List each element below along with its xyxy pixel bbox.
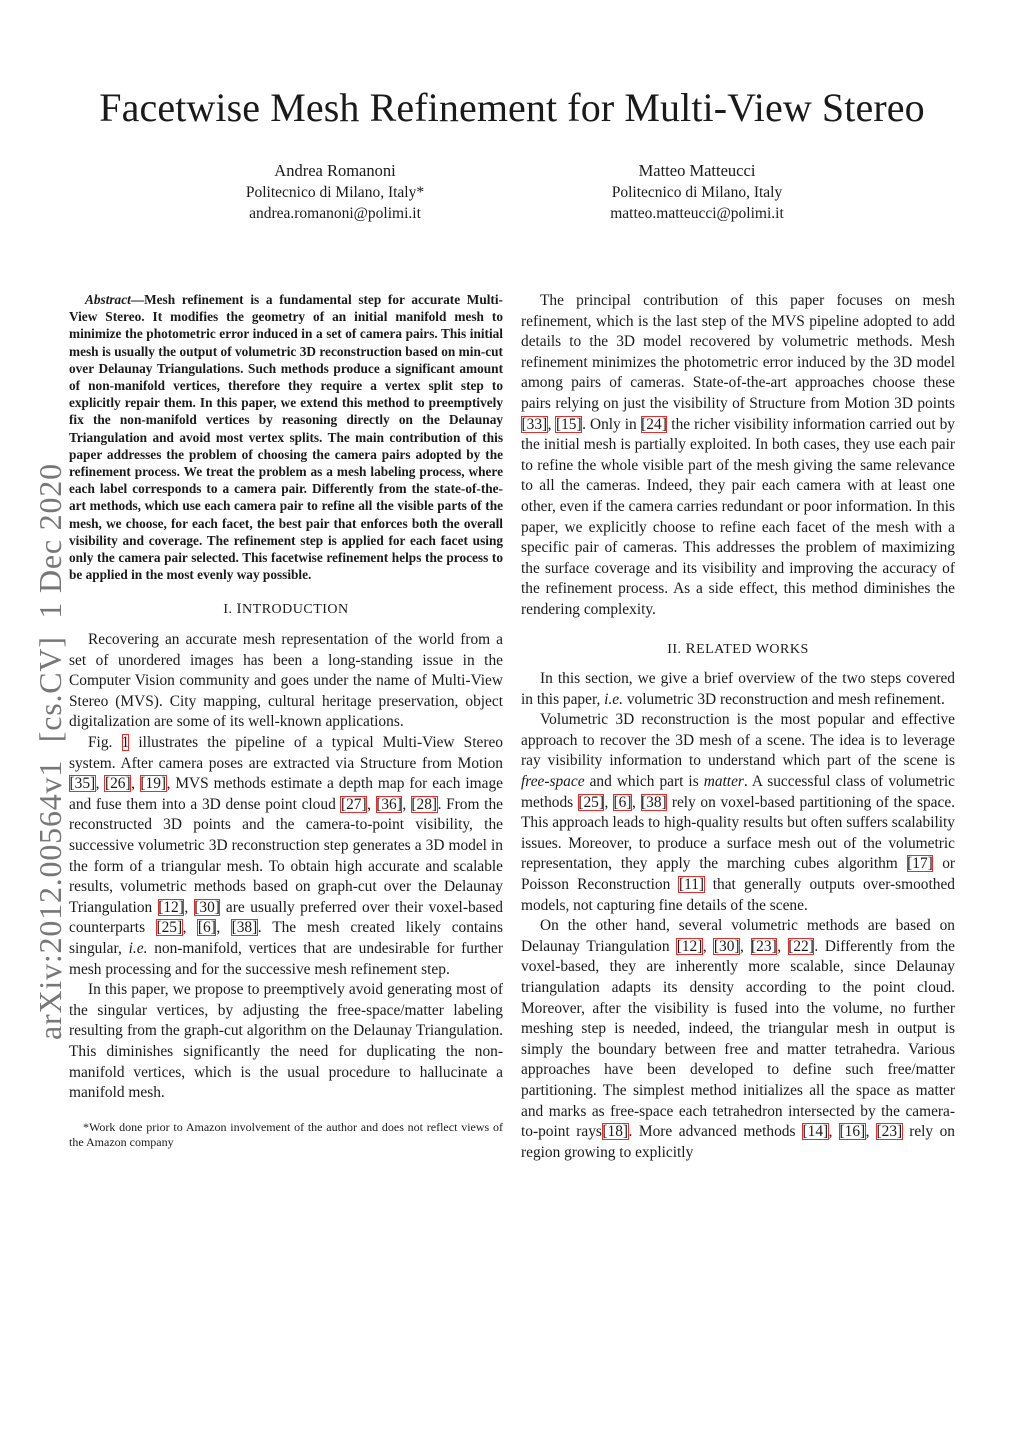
citation-link[interactable]: [15] [555,415,582,433]
citation-link[interactable]: [33] [521,415,548,433]
author-email: andrea.romanoni@polimi.it [249,205,421,222]
abstract-label: Abstract [85,292,131,307]
citation-link[interactable]: [19] [140,775,167,793]
intro-paragraph-3: In this paper, we propose to preemptively avoid generating most of the singular vertices, by adjusting the free-space/matter labeling resulting from the graph-cut algorithm on the Delaunay Triangulation. This diminishes significantly the need for duplicating the non-manifold vertices, which is the usual procedure to hallucinate a manifold mesh. [69,981,503,1102]
citation-link[interactable]: [27] [340,795,367,813]
citation-link[interactable]: [18] [602,1123,629,1141]
citation-link[interactable]: [23] [751,937,777,955]
citation-link[interactable]: [28] [411,795,438,813]
citation-link[interactable]: [12] [158,898,184,916]
author-block-2 [517,160,877,224]
citation-link[interactable]: [30] [194,898,220,916]
section-heading-introduction: I. INTRODUCTION [223,601,349,618]
abstract [69,291,503,583]
citation-link[interactable]: [38] [641,793,667,811]
citation-link[interactable]: [24] [641,415,667,433]
citation-link[interactable]: [14] [802,1123,829,1141]
citation-link[interactable]: [16] [839,1123,866,1141]
figure-link[interactable]: 1 [121,734,130,752]
related-paragraph-1: In this section, we give a brief overview of the two steps covered in this paper, i.e. volumetric 3D reconstruction and mesh refinement. [521,670,955,708]
author-block-1 [155,160,515,224]
left-column [69,291,503,1150]
contribution-paragraph: The principal contribution of this paper focuses on mesh refinement, which is the last step of the MVS pipeline adopted to add details to the 3D model recovered by volumetric methods. Mesh refinement minimizes the photometric error induced by the 3D model among pairs of cameras. State-of-the-art approaches choose these pairs relying on just the visibility of Structure from Motion 3D points [33], [15]. Only in [24] the richer visibility information carried out by the initial mesh is partially exploited. In both cases, they use each pair to refine the whole visible part of the mesh giving the same relevance to all the cameras. Indeed, they pair each camera with at least one other, even if the camera carries redundant or poor information. In this paper, we explicitly choose to refine each facet of the mesh with a specific pair of cameras. This addresses the problem of maximizing the surface coverage and its visibility and improving the accuracy of the refinement process. As a side effect, this method diminishes the rendering complexity. [521,292,956,618]
related-paragraph-2: Volumetric 3D reconstruction is the most popular and effective approach to recover the 3D mesh of a scene. The idea is to leverage ray visibility information to understand which part of the scene is free-space and which part is matter. A successful class of volumetric methods [25], [6], [38] rely on voxel-based partitioning of the space. This approach leads to high-quality results but often suffers scalability issues. Moreover, to produce a surface mesh out of the volumetric representation, they apply the marching cubes algorithm [17] or Poisson Reconstruction [11] that generally outputs over-smoothed models, not capturing fine details of the scene. [521,711,956,914]
citation-link[interactable]: [26] [104,775,131,793]
citation-link[interactable]: [35] [69,775,96,793]
author-name: Andrea Romanoni [274,161,396,180]
abstract-text: Mesh refinement is a fundamental step for accurate Multi-View Stereo. It modifies the geometry of an initial manifold mesh to minimize the photometric error induced in a set of camera pairs. This initial mesh is usually the output of volumetric 3D reconstruction based on min-cut over Delaunay Triangulations. Such methods produce a significant amount of non-manifold vertices, therefore they require a vertex split step to explicitly repair them. In this paper, we extend this method to preemptively fix the non-manifold vertices by reasoning directly on the Delaunay Triangulation and avoid most vertex splits. The main contribution of this paper addresses the problem of choosing the camera pairs adopted by the refinement process. We treat the problem as a mesh labeling process, where each label corresponds to a camera pair. Differently from the state-of-the-art methods, which use each camera pair to refine all the visible parts of the mesh, we choose, for each facet, the best pair that enforces both the overall visibility and coverage. The refinement step is applied for each facet using only the camera pair selected. This facetwise refinement helps the process to be applied in the most evenly way possible. [69,292,503,583]
citation-link[interactable]: [11] [678,876,705,894]
intro-paragraph-1: Recovering an accurate mesh representation of the world from a set of unordered images has been a long-standing issue in the Computer Vision community and goes under the name of Multi-View Stereo (MVS). City mapping, cultural heritage preservation, object digitalization are some of its well-known applications. [69,631,503,731]
citation-link[interactable]: [36] [376,795,402,813]
footnote: *Work done prior to Amazon involvement of the author and does not reflect views of the Amazon company [69,1119,503,1149]
author-affiliation: Politecnico di Milano, Italy* [245,184,425,201]
author-name: Matteo Matteucci [638,161,756,180]
section-heading-related-works: II. RELATED WORKS [667,640,809,657]
arxiv-stamp: arXiv:2012.00564v1 [cs.CV] 1 Dec 2020 [32,463,68,1040]
citation-link[interactable]: [30] [713,937,740,955]
citation-link[interactable]: [6] [613,793,632,811]
related-paragraph-3: On the other hand, several volumetric methods are based on Delaunay Triangulation [12], [30], [23], [22]. Differently from the voxel-based, they are inherently more scalable, since Delaunay triangulation adapts its density according to the point cloud. Moreover, after the visibility is fused into the volume, no further meshing step is needed, indeed, the triangular mesh in output is simply the boundary between free and matter tetrahedra. Various approaches have been developed to define such free/matter partitioning. The simplest method initializes all the space as matter and marks as free-space each tetrahedron intersected by the camera-to-point rays[18]. More advanced methods [14], [16], [23] rely on region growing to explicitly [521,917,956,1161]
paper-title: Facetwise Mesh Refinement for Multi-View Stereo [99,85,925,130]
citation-link[interactable]: [6] [197,919,216,937]
citation-link[interactable]: [38] [231,919,258,937]
citation-link[interactable]: [17] [907,855,933,873]
abstract-dash: — [130,292,145,307]
citation-link[interactable]: [22] [788,937,814,955]
citation-link[interactable]: [25] [156,919,183,937]
author-email: matteo.matteucci@polimi.it [610,205,784,222]
right-column [521,291,955,1163]
citation-link[interactable]: [23] [876,1123,903,1141]
citation-link[interactable]: [25] [578,793,604,811]
intro-paragraph-2: Fig. 1 illustrates the pipeline of a typical Multi-View Stereo system. After camera poses are extracted via Structure from Motion [35], [26], [19], MVS methods estimate a depth map for each image and fuse them into a 3D dense point cloud [27], [36], [28]. From the reconstructed 3D points and the camera-to-point visibility, the successive volumetric 3D reconstruction step generates a 3D model in the form of a triangular mesh. To obtain high accurate and scalable results, volumetric methods based on graph-cut over the Delaunay Triangulation [12], [30] are usually preferred over their voxel-based counterparts [25], [6], [38]. The mesh created likely contains singular, i.e. non-manifold, vertices that are undesirable for further mesh processing and for the successive mesh refinement step. [69,734,503,978]
citation-link[interactable]: [12] [676,937,703,955]
author-affiliation: Politecnico di Milano, Italy [611,184,783,201]
